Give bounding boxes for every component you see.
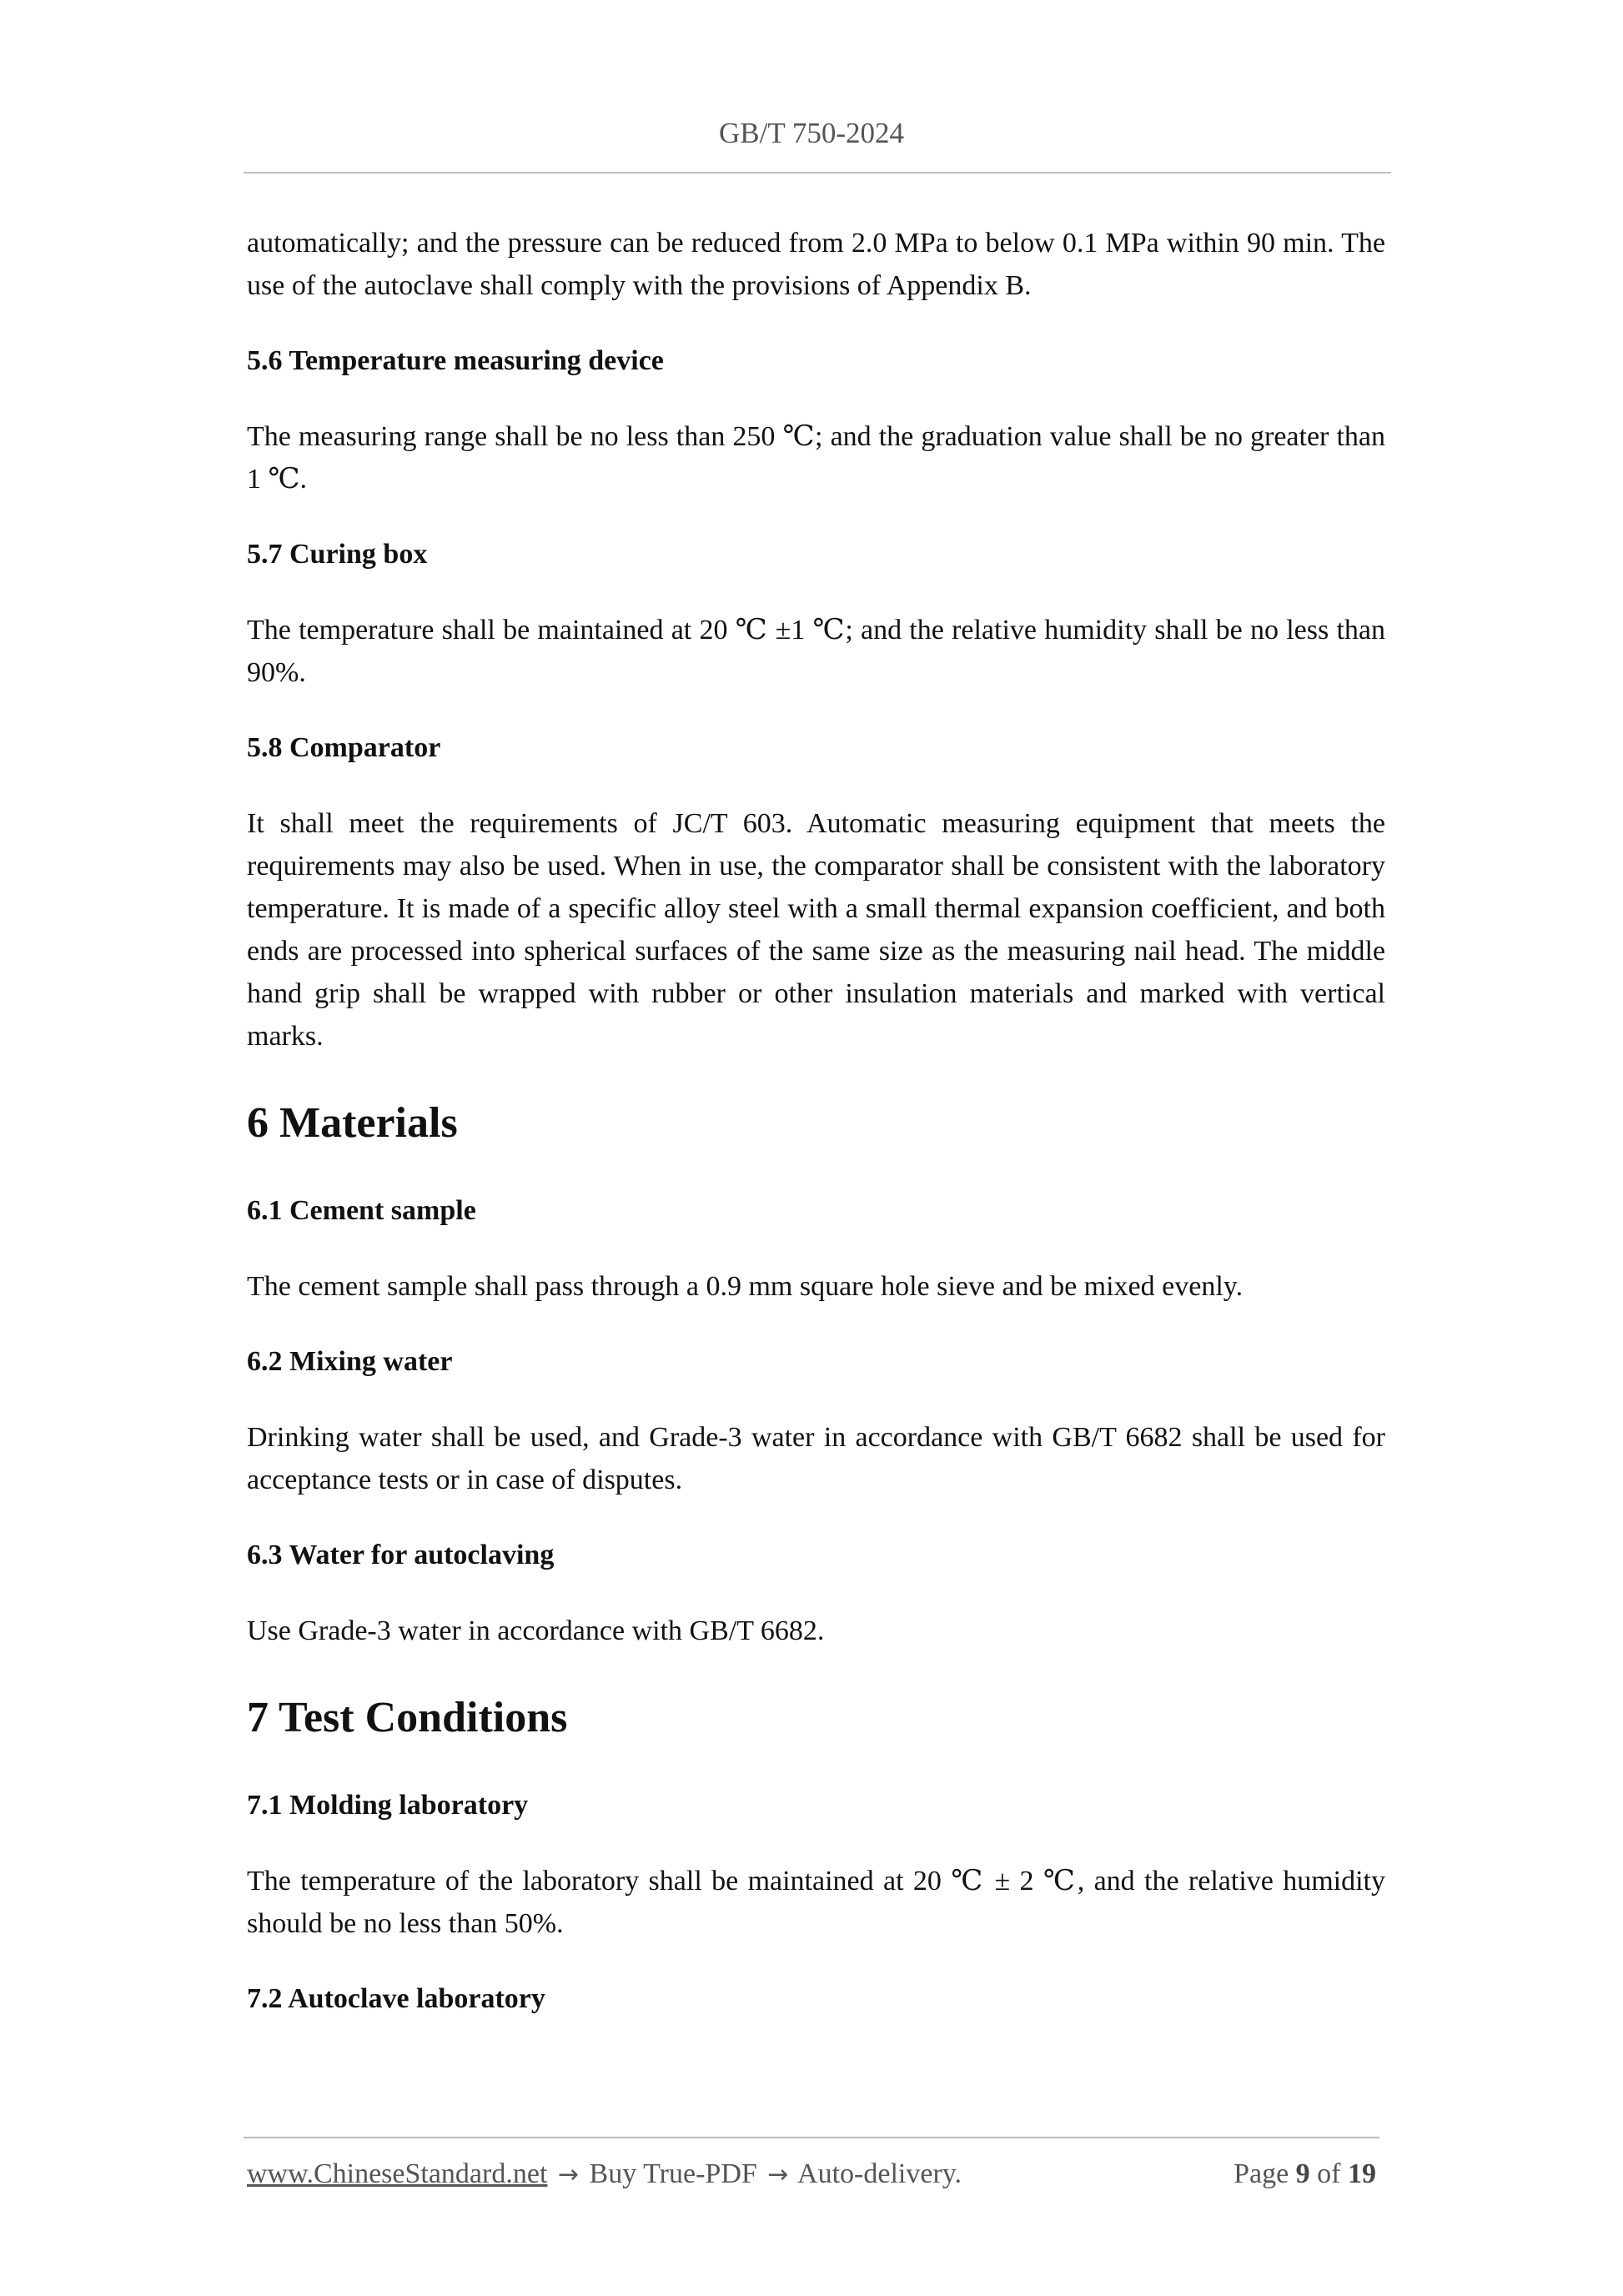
heading-7-2: 7.2 Autoclave laboratory [247, 1983, 545, 2014]
heading-6-2: 6.2 Mixing water [247, 1346, 453, 1377]
page-header-doc-id: GB/T 750-2024 [719, 117, 904, 149]
document-body [247, 222, 1385, 2053]
section-heading-6: 6 Materials [247, 1099, 458, 1147]
arrow-right-icon: → [557, 2160, 580, 2189]
paragraph-5-7: The temperature shall be maintained at 20 ℃ ±1 ℃; and the relative humidity shall be no less than 90%. [247, 615, 1385, 688]
paragraph-6-1: The cement sample shall pass through a 0.9 mm square hole sieve and be mixed evenly. [247, 1271, 1244, 1302]
paragraph-6-3: Use Grade-3 water in accordance with GB/T 6682. [247, 1615, 825, 1646]
heading-5-6: 5.6 Temperature measuring device [247, 345, 664, 376]
heading-5-8: 5.8 Comparator [247, 732, 441, 763]
page-current: 9 [1295, 2158, 1310, 2189]
footer-divider [244, 2137, 1379, 2138]
page-footer [247, 2158, 1376, 2190]
page-of-label: of [1317, 2158, 1341, 2189]
buy-true-pdf-text: Buy True-PDF [589, 2158, 757, 2189]
heading-5-7: 5.7 Curing box [247, 539, 428, 570]
arrow-right-icon: → [767, 2160, 789, 2189]
intro-paragraph: automatically; and the pressure can be reduced from 2.0 MPa to below 0.1 MPa within 90 min. The use of the autoclave shall comply with the provisions of Appendix B. [247, 228, 1385, 301]
page-label: Page [1234, 2158, 1289, 2189]
page-total: 19 [1348, 2158, 1376, 2189]
heading-6-1: 6.1 Cement sample [247, 1195, 476, 1226]
paragraph-6-2: Drinking water shall be used, and Grade-3 water in accordance with GB/T 6682 shall be used for acceptance tests or in case of disputes. [247, 1422, 1385, 1495]
section-heading-7: 7 Test Conditions [247, 1694, 568, 1741]
footer-promo [247, 2158, 962, 2190]
heading-6-3: 6.3 Water for autoclaving [247, 1540, 555, 1570]
page-number [1234, 2158, 1376, 2190]
paragraph-5-8: It shall meet the requirements of JC/T 603. Automatic measuring equipment that meets the requirements may also be used. When in use, the comparator shall be consistent with the laboratory temperature. It is made of a specific alloy steel with a small thermal expansion coefficient, and both ends are processed into spherical surfaces of the same size as the measuring nail head. The middle hand grip shall be wrapped with rubber or other insulation materials and marked with vertical marks. [247, 808, 1385, 1052]
auto-delivery-text: Auto-delivery. [797, 2158, 962, 2189]
website-link[interactable]: www.ChineseStandard.net [247, 2158, 548, 2189]
paragraph-7-1: The temperature of the laboratory shall be maintained at 20 ℃ ± 2 ℃, and the relative humidity should be no less than 50%. [247, 1866, 1385, 1939]
paragraph-5-6: The measuring range shall be no less than 250 ℃; and the graduation value shall be no greater than 1 ℃. [247, 421, 1385, 495]
heading-7-1: 7.1 Molding laboratory [247, 1790, 529, 1821]
header-divider [244, 172, 1391, 173]
